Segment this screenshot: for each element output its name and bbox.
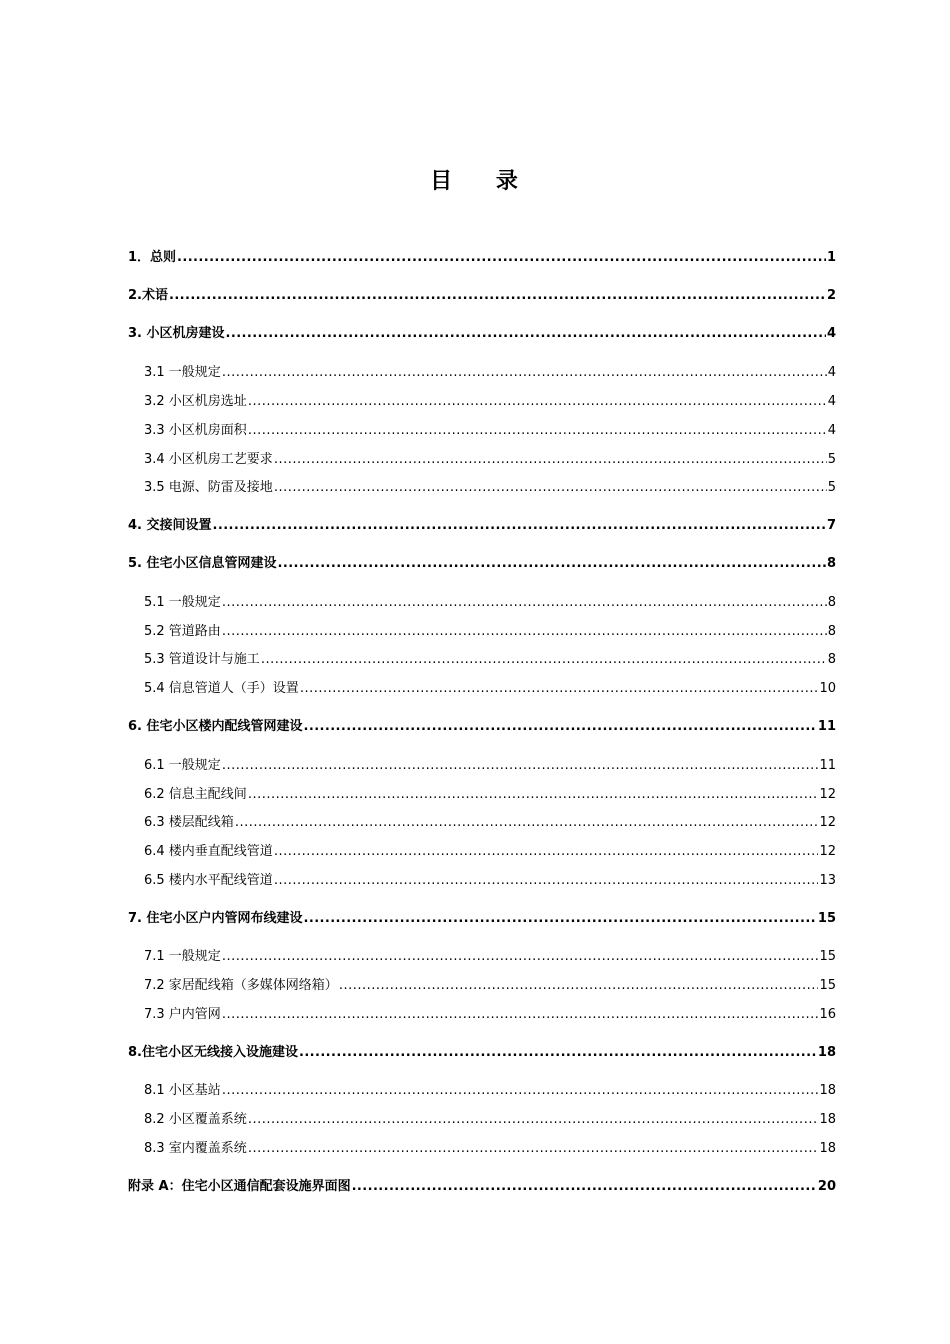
dot-leader	[274, 452, 827, 468]
toc-entry-section[interactable]	[144, 476, 836, 496]
toc-entry-page-number: 16	[819, 1007, 836, 1022]
dot-leader	[222, 365, 827, 381]
toc-entry-page-number: 1	[826, 250, 836, 265]
page-title: 目 录	[430, 169, 536, 194]
dot-leader	[300, 681, 819, 697]
toc-entry-page-number: 4	[826, 326, 836, 341]
dot-leader	[299, 1045, 817, 1061]
dot-leader	[339, 978, 819, 994]
toc-entry-label: 8.住宅小区无线接入设施建设	[128, 1045, 298, 1060]
toc-entry-chapter[interactable]	[128, 715, 836, 735]
toc-entry-label: 3.5 电源、防雷及接地	[144, 480, 273, 495]
toc-entry-page-number: 5	[827, 452, 836, 467]
toc-entry-section[interactable]	[144, 811, 836, 831]
dot-leader	[248, 1141, 819, 1157]
toc-entry-section[interactable]	[144, 648, 836, 668]
table-of-contents	[128, 0, 836, 1344]
dot-leader	[222, 1007, 819, 1023]
toc-entry-label: 6.3 楼层配线箱	[144, 815, 234, 830]
toc-entry-label: 5.3 管道设计与施工	[144, 652, 260, 667]
dot-leader	[222, 949, 819, 965]
toc-entry-section[interactable]	[144, 1003, 836, 1023]
toc-entry-section[interactable]	[144, 1079, 836, 1099]
toc-entry-label: 5.4 信息管道人（手）设置	[144, 681, 299, 696]
toc-entry-label: 3.4 小区机房工艺要求	[144, 452, 273, 467]
toc-entry-page-number: 4	[827, 394, 836, 409]
dot-leader	[274, 873, 819, 889]
toc-entry-chapter[interactable]	[128, 907, 836, 927]
toc-entry-section[interactable]	[144, 869, 836, 889]
toc-entry-page-number: 20	[817, 1179, 836, 1194]
toc-entry-chapter[interactable]	[128, 1175, 836, 1195]
toc-entry-label: 7.1 一般规定	[144, 949, 221, 964]
toc-entry-label: 3.1 一般规定	[144, 365, 221, 380]
dot-leader	[235, 815, 819, 831]
toc-entry-section[interactable]	[144, 361, 836, 381]
toc-entry-label: 5. 住宅小区信息管网建设	[128, 556, 277, 571]
toc-entry-page-number: 2	[826, 288, 836, 303]
toc-entry-section[interactable]	[144, 783, 836, 803]
toc-entry-label: 8.3 室内覆盖系统	[144, 1141, 247, 1156]
dot-leader	[213, 518, 826, 534]
toc-entry-page-number: 12	[819, 844, 836, 859]
dot-leader	[274, 844, 819, 860]
toc-entry-label: 7.3 户内管网	[144, 1007, 221, 1022]
toc-entry-label: 8.1 小区基站	[144, 1083, 221, 1098]
toc-entry-label: 6.5 楼内水平配线管道	[144, 873, 273, 888]
toc-entry-section[interactable]	[144, 390, 836, 410]
toc-entry-page-number: 10	[819, 681, 836, 696]
toc-entry-label: 5.1 一般规定	[144, 595, 221, 610]
toc-entry-chapter[interactable]	[128, 322, 836, 342]
toc-entry-label: 8.2 小区覆盖系统	[144, 1112, 247, 1127]
toc-entry-label: 6.1 一般规定	[144, 758, 221, 773]
toc-entry-page-number: 18	[819, 1083, 836, 1098]
toc-entry-label: 2.术语	[128, 288, 168, 303]
toc-entry-page-number: 8	[827, 652, 836, 667]
toc-entry-label: 附录 A：住宅小区通信配套设施界面图	[128, 1179, 351, 1194]
toc-entry-section[interactable]	[144, 419, 836, 439]
toc-entry-page-number: 4	[827, 365, 836, 380]
toc-entry-section[interactable]	[144, 945, 836, 965]
dot-leader	[304, 911, 817, 927]
toc-entry-page-number: 8	[827, 595, 836, 610]
dot-leader	[177, 250, 826, 266]
toc-entry-chapter[interactable]	[128, 514, 836, 534]
toc-entry-section[interactable]	[144, 840, 836, 860]
toc-entry-page-number: 18	[819, 1141, 836, 1156]
dot-leader	[222, 595, 827, 611]
toc-entry-section[interactable]	[144, 677, 836, 697]
toc-entry-section[interactable]	[144, 448, 836, 468]
toc-entry-label: 6.2 信息主配线间	[144, 787, 247, 802]
toc-entry-page-number: 12	[819, 815, 836, 830]
dot-leader	[248, 423, 827, 439]
dot-leader	[248, 787, 819, 803]
toc-entry-label: 6. 住宅小区楼内配线管网建设	[128, 719, 303, 734]
toc-entry-label: 3. 小区机房建设	[128, 326, 225, 341]
toc-entry-label: 7.2 家居配线箱（多媒体网络箱）	[144, 978, 338, 993]
toc-entry-label: 3.3 小区机房面积	[144, 423, 247, 438]
toc-entry-page-number: 13	[819, 873, 836, 888]
toc-entry-page-number: 18	[817, 1045, 836, 1060]
toc-entry-page-number: 11	[819, 758, 836, 773]
toc-entry-chapter[interactable]	[128, 1041, 836, 1061]
toc-entry-section[interactable]	[144, 620, 836, 640]
toc-entry-page-number: 18	[819, 1112, 836, 1127]
dot-leader	[261, 652, 827, 668]
toc-entry-section[interactable]	[144, 591, 836, 611]
toc-entry-chapter[interactable]	[128, 552, 836, 572]
toc-entry-chapter[interactable]	[128, 246, 836, 266]
toc-entry-page-number: 15	[819, 978, 836, 993]
toc-entry-label: 7. 住宅小区户内管网布线建设	[128, 911, 303, 926]
dot-leader	[169, 288, 826, 304]
toc-entry-label: 3.2 小区机房选址	[144, 394, 247, 409]
toc-entry-page-number: 11	[817, 719, 836, 734]
toc-entry-label: 4. 交接间设置	[128, 518, 212, 533]
dot-leader	[352, 1179, 817, 1195]
dot-leader	[222, 758, 819, 774]
toc-entry-page-number: 7	[826, 518, 836, 533]
dot-leader	[226, 326, 826, 342]
toc-entry-page-number: 8	[826, 556, 836, 571]
toc-entry-chapter[interactable]	[128, 284, 836, 304]
dot-leader	[222, 1083, 819, 1099]
toc-entry-section[interactable]	[144, 754, 836, 774]
dot-leader	[278, 556, 826, 572]
dot-leader	[248, 394, 827, 410]
toc-entry-page-number: 5	[827, 480, 836, 495]
dot-leader	[304, 719, 817, 735]
toc-entry-section[interactable]	[144, 974, 836, 994]
dot-leader	[222, 624, 827, 640]
toc-entry-page-number: 15	[817, 911, 836, 926]
toc-entry-label: 1．总则	[128, 250, 177, 265]
toc-entry-page-number: 12	[819, 787, 836, 802]
toc-entry-page-number: 4	[827, 423, 836, 438]
toc-entry-section[interactable]	[144, 1137, 836, 1157]
toc-entry-section[interactable]	[144, 1108, 836, 1128]
dot-leader	[248, 1112, 819, 1128]
toc-entry-page-number: 15	[819, 949, 836, 964]
dot-leader	[274, 480, 827, 496]
toc-entry-page-number: 8	[827, 624, 836, 639]
toc-entry-label: 5.2 管道路由	[144, 624, 221, 639]
toc-entry-label: 6.4 楼内垂直配线管道	[144, 844, 273, 859]
